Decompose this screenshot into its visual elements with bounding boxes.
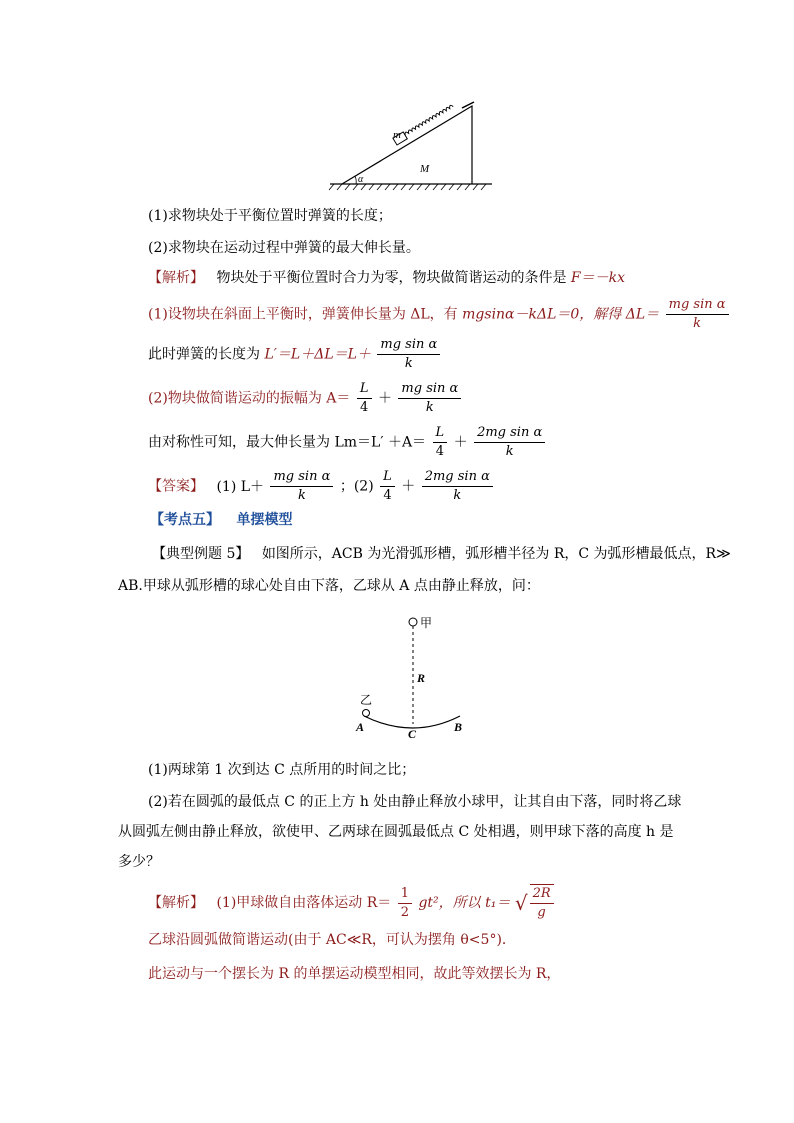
label-alpha: α — [358, 174, 364, 185]
sqrt-expression: √ $\frac{2R}{g}$ — [515, 884, 556, 922]
step-1 — [148, 296, 731, 333]
arc-groove-figure — [352, 612, 478, 742]
label-m: m — [393, 129, 401, 141]
question-2: (2)求物块在运动过程中弹簧的最大伸长量。 — [148, 240, 420, 256]
step-2-fraction: $\frac{\text{mg sin α}}{k}$ — [377, 336, 440, 373]
step-1-eq: mgsinα－kΔL＝0，解得 ΔL＝ — [462, 306, 660, 323]
label-R: R — [417, 671, 426, 685]
answer-1: 【答案】 (1) L＋ $\frac{\text{mg sin α}}{k}$ ；(2) $\frac{L}{4}$ ＋ $\frac{\text{2mg sin α}}{k}$ — [148, 468, 495, 505]
incline-figure — [320, 98, 500, 192]
line-equivalent-length: 此运动与一个摆长为 R 的单摆运动模型相同，故此等效摆长为 R， — [148, 966, 561, 982]
section-title: 单摆模型 — [236, 512, 293, 528]
analysis-formula: F＝－kx — [570, 270, 625, 286]
analysis-text: 物块处于平衡位置时合力为零，物块做简谐运动的条件是 — [216, 270, 567, 286]
question-5-1: (1)两球第 1 次到达 C 点所用的时间之比； — [148, 762, 416, 778]
example-5-line-2: AB.甲球从弧形槽的球心处自由下落，乙球从 A 点由静止释放，问： — [118, 578, 540, 594]
question-1: (1)求物块处于平衡位置时弹簧的长度； — [148, 208, 392, 224]
label-A: A — [356, 720, 365, 734]
example-5-line-1: 【典型例题 5】 如图所示，ACB 为光滑弧形槽，弧形槽半径为 R，C 为弧形槽最低点，R≫ — [152, 546, 731, 562]
label-yi: 乙 — [360, 693, 373, 707]
question-5-2-line-3: 多少？ — [118, 854, 160, 870]
step-2-eq: L′＝L＋ΔL＝L＋ — [264, 346, 371, 363]
section-tag: 【考点五】 — [150, 512, 220, 528]
step-2 — [148, 336, 442, 373]
label-C: C — [408, 727, 417, 741]
section-heading — [150, 510, 292, 530]
analysis-1-line — [148, 268, 625, 288]
answer-tag: 【答案】 — [148, 478, 204, 495]
label-B: B — [454, 720, 463, 734]
step-3-text: (2)物块做简谐运动的振幅为 A＝ — [148, 390, 351, 407]
step-3: (2)物块做简谐运动的振幅为 A＝ $\frac{L}{4}$ ＋ $\frac{\text{mg sin α}}{k}$ — [148, 380, 463, 417]
question-5-2-line-1: (2)若在圆弧的最低点 C 的正上方 h 处由静止释放小球甲，让其自由下落，同时将乙球 — [148, 794, 682, 810]
label-jia: 甲 — [420, 616, 433, 630]
step-4: 由对称性可知，最大伸长量为 Lm＝L′ ＋A＝ $\frac{L}{4}$ ＋ $\frac{\text{2mg sin α}}{k}$ — [148, 424, 547, 461]
analysis-2: 【解析】 (1)甲球做自由落体运动 R＝ $\frac{1}{2}$ gt²，所以 t₁＝ √ $\frac{2R}{g}$ — [148, 884, 556, 922]
step-1-fraction: $\frac{\text{mg sin α}}{k}$ — [666, 296, 729, 333]
line-yi-motion: 乙球沿圆弧做简谐运动(由于 AC≪R，可认为摆角 θ<5°)． — [148, 932, 516, 948]
label-M: M — [420, 163, 430, 175]
example-tag: 【典型例题 5】 — [152, 546, 250, 562]
question-5-2-line-2: 从圆弧左侧由静止释放，欲使甲、乙两球在圆弧最低点 C 处相遇，则甲球下落的高度 h 是 — [118, 824, 674, 840]
analysis-2-tag: 【解析】 — [148, 895, 204, 911]
step-4-text: 由对称性可知，最大伸长量为 Lm＝L′ ＋A＝ — [148, 434, 427, 451]
step-2-text: 此时弹簧的长度为 — [148, 346, 260, 363]
analysis-tag: 【解析】 — [148, 270, 204, 286]
step-1-text: (1)设物块在斜面上平衡时，弹簧伸长量为 ΔL，有 — [148, 306, 458, 323]
